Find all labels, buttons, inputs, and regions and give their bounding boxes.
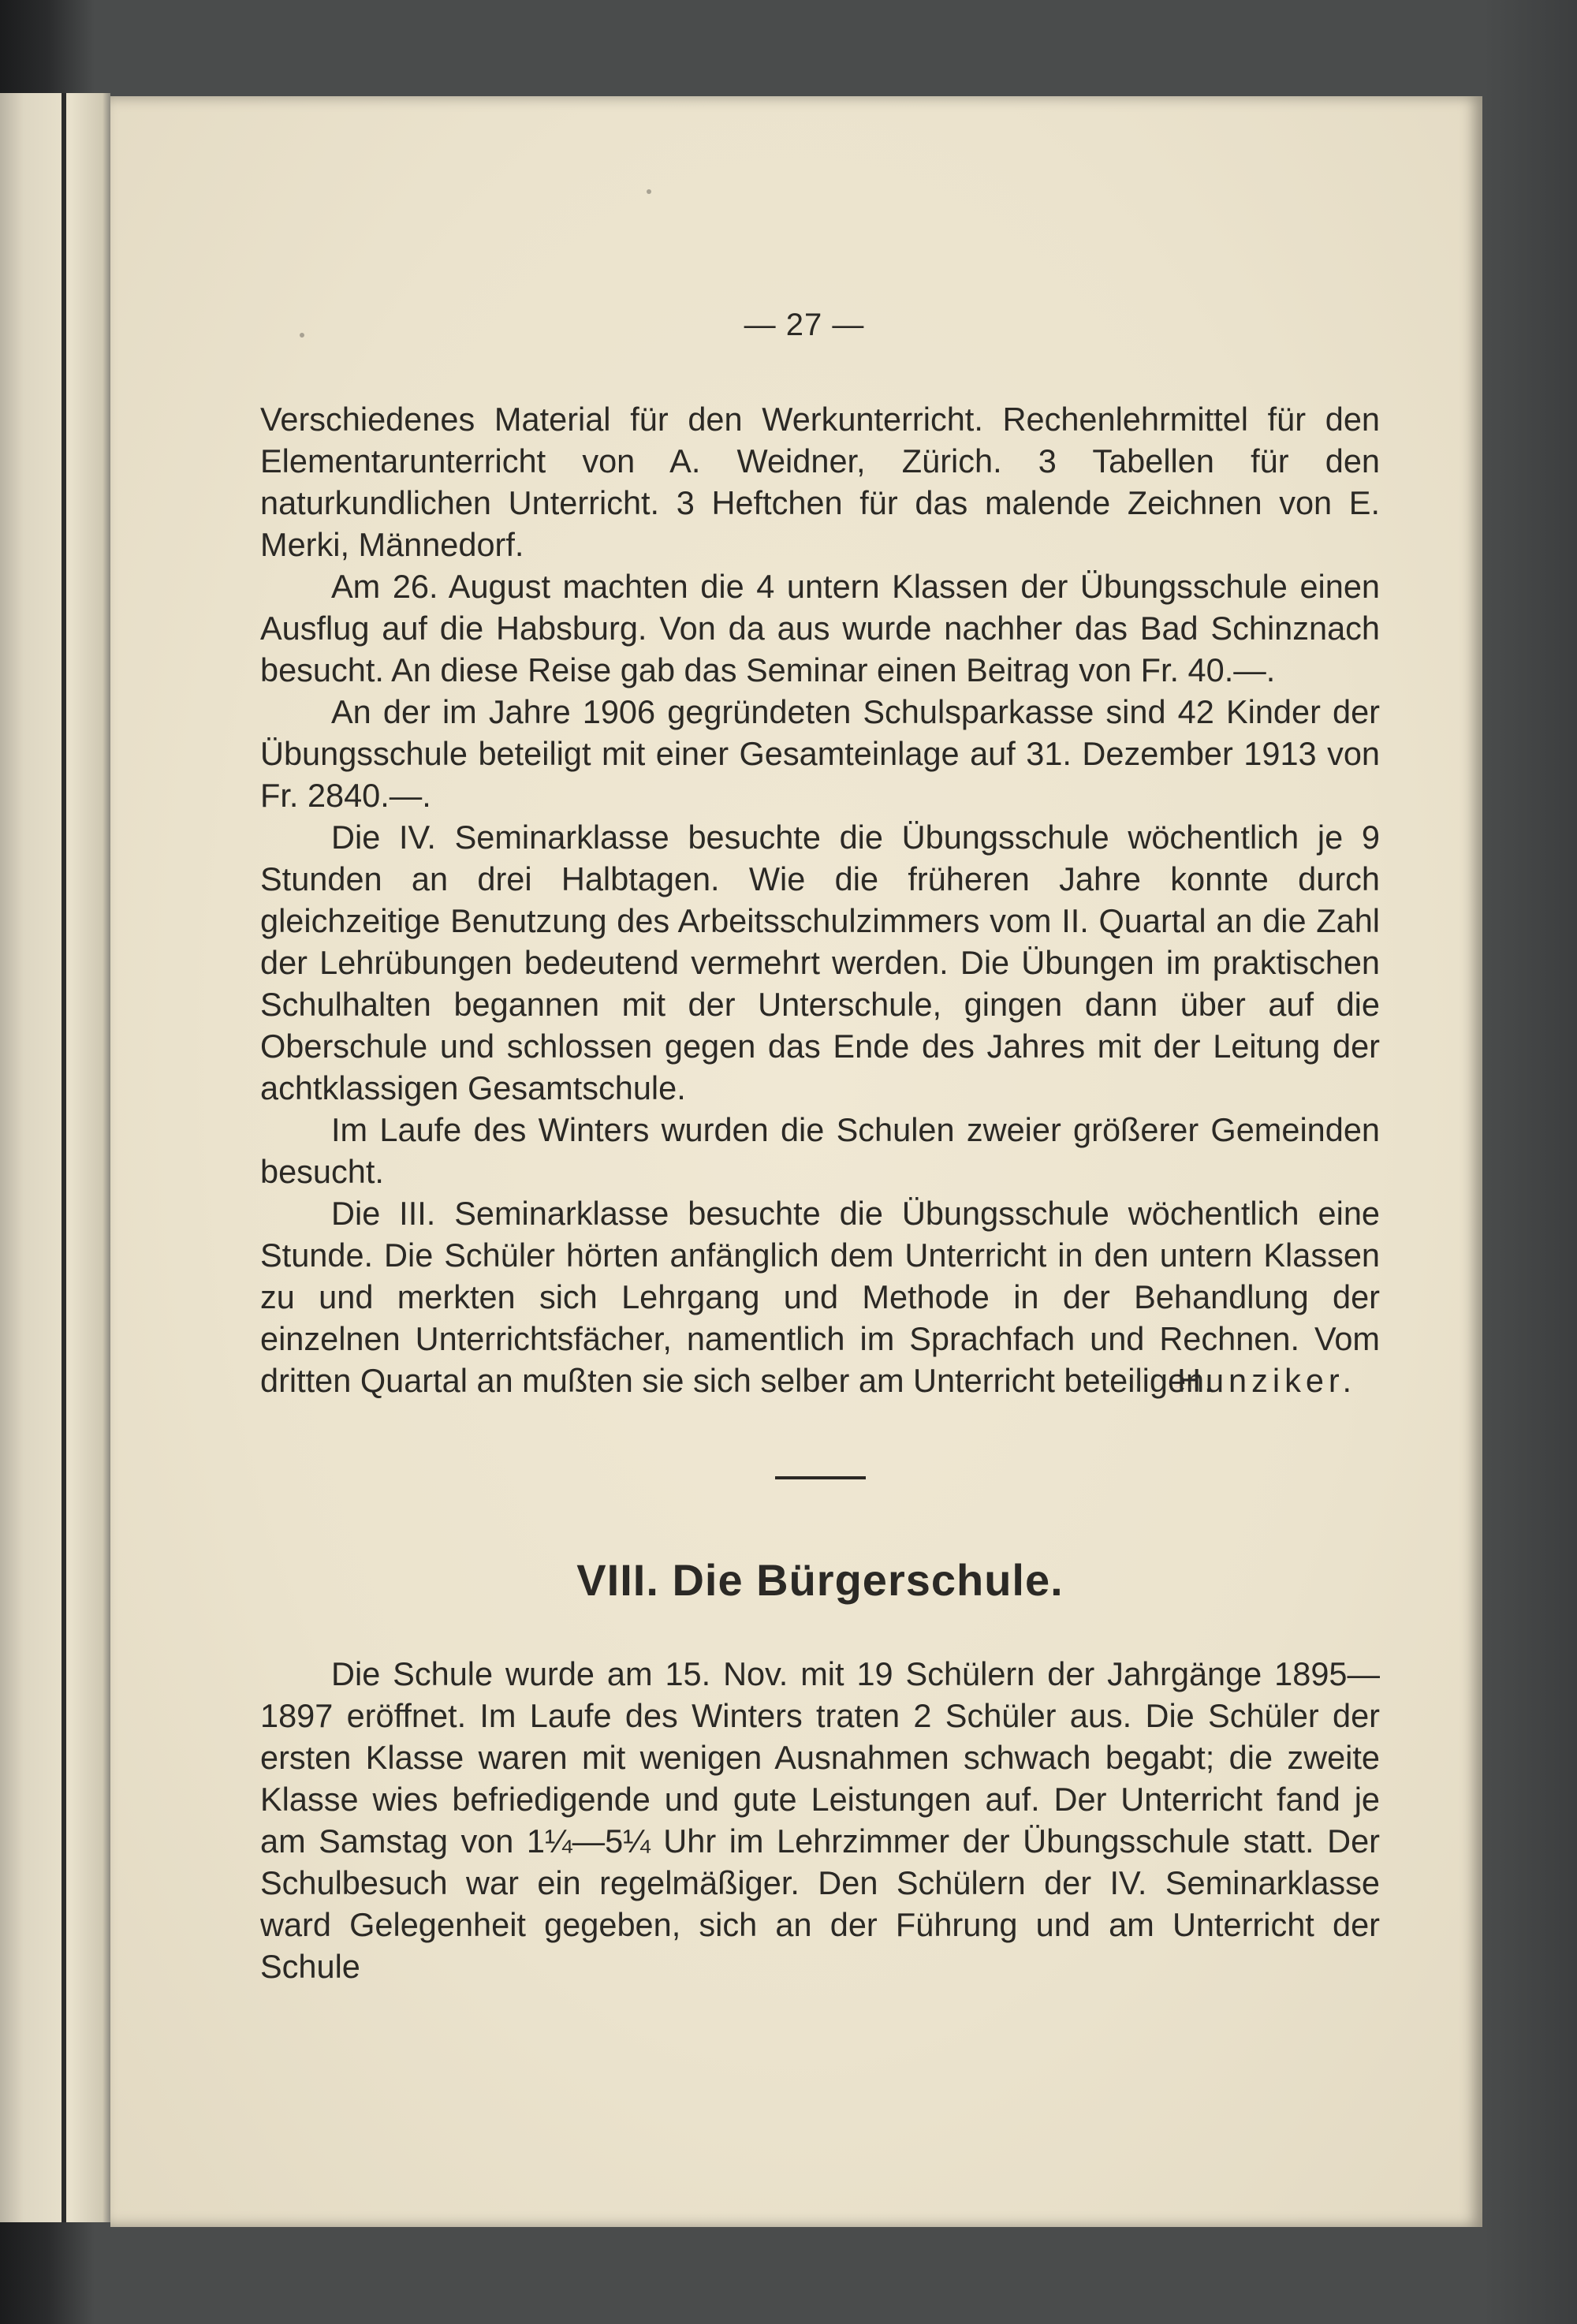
document-page	[110, 96, 1482, 2227]
paragraph: Im Laufe des Winters wurden die Schulen zweier größerer Gemeinden besucht.	[260, 1111, 1380, 1190]
page-content	[260, 308, 1380, 1987]
paragraph: An der im Jahre 1906 gegründeten Schulsparkasse sind 42 Kinder der Übungsschule beteiligt mit einer Gesamteinlage auf 31. Dezember 1913 von Fr. 2840.—.	[260, 693, 1380, 814]
paragraph: Am 26. August machten die 4 untern Klassen der Übungsschule einen Ausflug auf die Habsburg. Von da aus wurde nachher das Bad Schinznach besucht. An diese Reise gab das Seminar einen Beitrag von Fr. 40.—.	[260, 568, 1380, 688]
author-signature: Hunziker.	[1177, 1362, 1356, 1399]
page-number: — 27 —	[744, 308, 865, 342]
paragraph: Die Schule wurde am 15. Nov. mit 19 Schülern der Jahrgänge 1895—1897 eröffnet. Im Laufe des Winters traten 2 Schüler aus. Die Schüler der ersten Klasse waren mit wenigen Ausnahmen schwach begabt; die zweite Klasse wies befriedigende und gute Leistungen auf. Der Unterricht fand je am Samstag von 1¼—5¼ Uhr im Lehrzimmer der Übungsschule statt. Der Schulbesuch war ein regelmäßiger. Den Schülern der IV. Seminarklasse ward Gelegenheit gegeben, sich an der Führung und am Unterricht der Schule	[260, 1655, 1380, 1985]
section-heading: VIII. Die Bürgerschule.	[576, 1555, 1064, 1605]
paragraph: Verschiedenes Material für den Werkunterricht. Rechenlehrmittel für den Elementarunterricht von A. Weidner, Zürich. 3 Tabellen für den naturkundlichen Unterricht. 3 Heftchen für das malende Zeichnen von E. Merki, Männedorf.	[260, 401, 1380, 563]
paragraph: Die III. Seminarklasse besuchte die Übungsschule wöchentlich eine Stunde. Die Schüler hörten anfänglich dem Unterricht in den untern Klassen zu und merkten sich Lehrgang und Methode in der Behandlung der einzelnen Unterrichtsfächer, namentlich im Sprachfach und Rechnen. Vom dritten Quartal an mußten sie sich selber am Unterricht beteiligen.	[260, 1195, 1380, 1399]
section-divider	[775, 1476, 866, 1479]
paragraph: Die IV. Seminarklasse besuchte die Übungsschule wöchentlich je 9 Stunden an drei Halbtagen. Wie die früheren Jahre konnte durch gleichzeitige Benutzung des Arbeitsschulzimmers vom II. Quartal an die Zahl der Lehrübungen bedeutend vermehrt werden. Die Übungen im praktischen Schulhalten begannen mit der Unterschule, gingen dann über auf die Oberschule und schlossen gegen das Ende des Jahres mit der Leitung der achtklassigen Gesamtschule.	[260, 819, 1380, 1106]
paper-speck	[647, 189, 651, 194]
left-page-edge	[0, 93, 110, 2222]
book-gutter	[62, 93, 66, 2222]
